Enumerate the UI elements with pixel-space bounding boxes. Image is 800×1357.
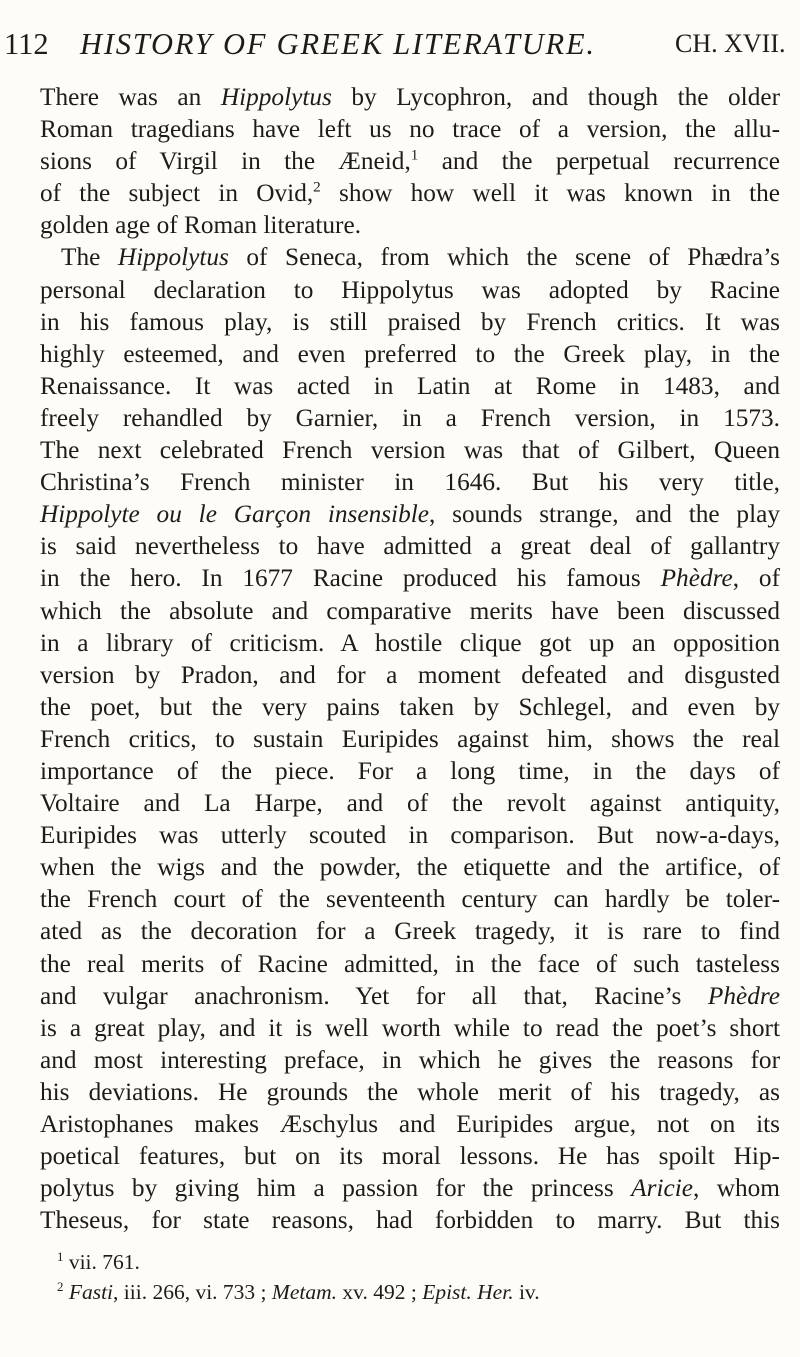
text-run: is said nevertheless to have admitted a great deal of gallantry <box>40 532 780 561</box>
text-run: personal declaration to Hippolytus was adopted by Racine <box>40 275 780 304</box>
text-run: the poet, but the very pains taken by Schlegel, and even by <box>40 692 780 721</box>
text-line <box>40 627 780 659</box>
running-head <box>0 14 800 74</box>
footnote-ref: 1 <box>57 1249 64 1264</box>
running-title: HISTORY OF GREEK LITERATURE. <box>80 27 596 61</box>
italic-text: Phèdre <box>660 564 733 593</box>
text-line <box>40 113 780 145</box>
text-line <box>40 915 780 947</box>
italic-text: Hippolyte ou le Garçon insensible <box>40 500 429 529</box>
text-run: is a great play, and it is well worth while to read the poet’s short <box>40 1013 780 1042</box>
footnote-ref: 2 <box>57 1279 64 1294</box>
text-line <box>40 691 780 723</box>
text-line <box>40 851 780 883</box>
text-line <box>40 1172 780 1204</box>
text-run: highly esteemed, and even preferred to the Greek play, in the <box>40 339 780 368</box>
text-run: Aristophanes makes Æschylus and Euripides argue, not on its <box>40 1110 780 1138</box>
text-run: the real merits of Racine admitted, in the face of such tasteless <box>40 949 780 978</box>
text-line <box>40 819 780 851</box>
text-run: golden age of Roman literature. <box>40 211 362 240</box>
italic-text: Epist. Her. <box>422 1280 514 1304</box>
text-run: , iii. 266, vi. 733 ; <box>113 1280 272 1304</box>
text-line <box>40 595 780 627</box>
text-run: Theseus, for state reasons, had forbidden to marry. But this <box>40 1206 780 1235</box>
footnote-ref: 1 <box>410 146 419 164</box>
text-run: Roman tragedians have left us no trace of a version, the allu- <box>40 115 780 144</box>
text-run: in his famous play, is still praised by French critics. It was <box>40 307 780 336</box>
italic-text: Phèdre <box>707 981 780 1010</box>
text-run: when the wigs and the powder, the etiquette and the artifice, of <box>40 853 780 882</box>
italic-text: Aricie <box>631 1174 693 1203</box>
footnotes <box>40 1247 780 1307</box>
body-text <box>40 81 780 1236</box>
footnote-line <box>40 1277 780 1307</box>
text-run: of the subject in Ovid, <box>40 179 314 208</box>
text-run: which the absolute and comparative merits have been discussed <box>40 596 780 625</box>
text-line <box>40 466 780 498</box>
text-line <box>40 659 780 691</box>
text-line <box>40 498 780 530</box>
text-run: and most interesting preface, in which he gives the reasons for <box>40 1045 780 1074</box>
footnote-ref: 2 <box>313 178 321 196</box>
text-line <box>40 562 780 594</box>
text-line <box>40 306 780 338</box>
text-run: poetical features, but on its moral lessons. He has spoilt Hip- <box>40 1142 780 1171</box>
text-run: Renaissance. It was acted in Latin at Rome in 1483, and <box>40 371 780 400</box>
italic-text: Hippolytus <box>117 243 229 272</box>
text-run: importance of the piece. For a long time, in the days of <box>40 756 780 785</box>
text-run: vii. 761. <box>63 1250 140 1274</box>
text-run: his deviations. He grounds the whole merit of his tragedy, as <box>40 1077 780 1106</box>
text-run: Voltaire and La Harpe, and of the revolt against antiquity, <box>40 789 780 818</box>
text-run: and the perpetual recurrence <box>418 147 781 176</box>
italic-text: Hippolytus <box>220 83 332 111</box>
text-line <box>40 883 780 915</box>
text-run: , whom <box>692 1174 780 1203</box>
text-run: The next celebrated French version was that of Gilbert, Queen <box>40 436 780 465</box>
text-run: The <box>61 243 118 272</box>
text-run: freely rehandled by Garnier, in a French version, in 1573. <box>40 403 780 432</box>
text-line <box>40 980 780 1012</box>
text-line <box>40 209 780 241</box>
text-line <box>40 1108 780 1140</box>
italic-text: Fasti <box>68 1280 114 1304</box>
text-line <box>40 723 780 755</box>
footnote-line <box>40 1247 780 1277</box>
text-line <box>40 145 780 177</box>
text-line <box>40 81 780 113</box>
text-line <box>40 1076 780 1108</box>
text-line <box>40 177 780 209</box>
text-line <box>40 1140 780 1172</box>
text-line <box>40 241 780 273</box>
text-run: ated as the decoration for a Greek tragedy, it is rare to find <box>40 917 780 946</box>
text-line <box>40 530 780 562</box>
italic-text: Metam. <box>271 1280 337 1304</box>
text-run: version by Pradon, and for a moment defeated and disgusted <box>40 660 780 689</box>
text-run: the French court of the seventeenth century can hardly be toler- <box>40 885 780 914</box>
text-run: , sounds strange, and the play <box>429 500 780 529</box>
text-line <box>40 434 780 466</box>
text-line <box>40 787 780 819</box>
text-run: by Lycophron, and though the older <box>331 83 781 111</box>
text-run: in the hero. In 1677 Racine produced his famous <box>40 564 661 593</box>
text-line <box>40 1204 780 1236</box>
text-run: show how well it was known in the <box>320 179 780 208</box>
text-run: French critics, to sustain Euripides against him, shows the real <box>40 724 780 753</box>
text-run: sions of Virgil in the Æneid, <box>40 147 411 176</box>
text-run: There was an <box>40 83 221 111</box>
text-line <box>40 948 780 980</box>
text-run: of Seneca, from which the scene of Phædra’s <box>228 243 780 272</box>
text-line <box>40 338 780 370</box>
chapter-label: CH. XVII. <box>675 29 786 58</box>
text-run: , of <box>732 564 780 593</box>
text-line <box>40 370 780 402</box>
text-run: polytus by giving him a passion for the princess <box>40 1174 632 1203</box>
text-run: Euripides was utterly scouted in comparison. But now-a-days, <box>40 821 780 850</box>
text-run: in a library of criticism. A hostile clique got up an opposition <box>40 628 780 657</box>
text-run: xv. 492 ; <box>336 1280 423 1304</box>
text-line <box>40 755 780 787</box>
page-number: 112 <box>4 27 49 61</box>
text-line <box>40 274 780 306</box>
text-run: iv. <box>513 1280 540 1304</box>
text-run: Christina’s French minister in 1646. But his very title, <box>40 468 780 497</box>
text-run: and vulgar anachronism. Yet for all that, Racine’s <box>40 981 708 1010</box>
text-line <box>40 402 780 434</box>
text-line <box>40 1012 780 1044</box>
text-line <box>40 1044 780 1076</box>
